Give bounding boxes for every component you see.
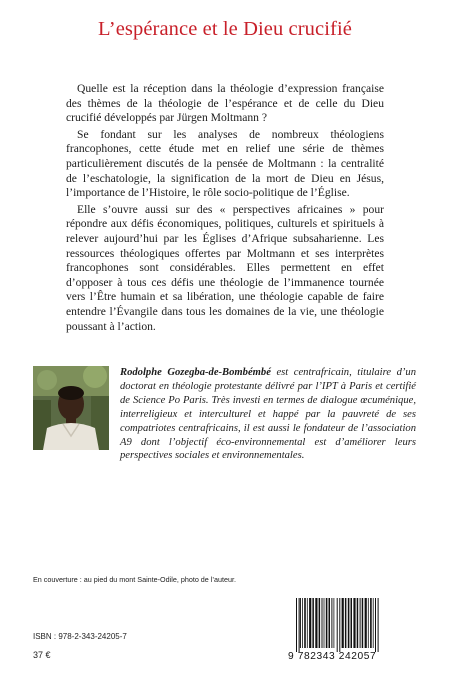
barcode-bar xyxy=(315,598,317,648)
barcode-bar xyxy=(329,598,331,648)
author-name: Rodolphe Gozegba-de-Bombémbé xyxy=(120,367,271,378)
author-bio xyxy=(120,366,416,463)
barcode-bar xyxy=(351,598,353,648)
barcode-bar xyxy=(304,598,306,648)
book-title: L’espérance et le Dieu crucifié xyxy=(98,18,352,40)
summary-paragraph: Elle s’ouvre aussi sur des « perspectives africaines » pour répondre aux défis économiques, politiques, culturels et spirituels à relever aujourd’hui par les Églises d’Afrique subsaharienne. Les ressources théologiques offertes par Moltmann et ses interprètes francophones sont considérables. Elles permettent en effet d’opposer à tous ces défis une théologie de l’immanence tournée vers l’Être humain et sa libération, une théologie capable de faire entendre l’Évangile dans tous les domaines de la vie, une théologie poussant à l’action. xyxy=(66,202,384,333)
back-cover-summary xyxy=(66,82,384,336)
barcode-bar xyxy=(370,598,372,648)
price: 37 € xyxy=(33,650,51,660)
author-photo xyxy=(33,366,109,450)
barcode-bar xyxy=(348,598,350,648)
barcode-bar xyxy=(324,598,325,648)
barcode-bar xyxy=(309,598,311,648)
barcode-bar xyxy=(373,598,374,648)
barcode-bar xyxy=(353,598,355,648)
summary-paragraph: Se fondant sur les analyses de nombreux théologiens francophones, cette étude met en relief une série de thèmes particulièrement discutés de la pensée de Moltmann : la centralité de l’eschatologie, la signification de la mort de Dieu en Jésus, l’importance de l’Histoire, le rôle socio-politique de l’Église. xyxy=(66,127,384,200)
barcode-bar xyxy=(322,598,323,648)
barcode-bar xyxy=(326,598,328,648)
barcode xyxy=(288,596,412,668)
barcode-bar xyxy=(378,598,379,652)
barcode-bar xyxy=(345,598,347,648)
barcode-bar xyxy=(319,598,321,648)
barcode-bar xyxy=(334,598,335,648)
barcode-bar xyxy=(331,598,332,648)
barcode-bars xyxy=(288,596,412,652)
cover-credit: En couverture : au pied du mont Sainte-Odile, photo de l’auteur. xyxy=(33,575,236,584)
author-photo-illustration xyxy=(33,366,109,450)
barcode-bar xyxy=(362,598,364,648)
barcode-bar xyxy=(357,598,359,648)
barcode-bar xyxy=(299,598,300,652)
author-bio-text: est centrafricain, titulaire d’un doctorat en théologie protestante délivré par l’IPT à Paris et certifié de Science Po Paris. Très investi en termes de dialogue œcuménique, interreligieux et interculturel et happé par la pauvreté de ses compatriotes centrafricains, il est aussi le fondateur de l’association A9 dont l’objectif éco-environnemental est d’améliorer leurs perspectives sociales et environnementales. xyxy=(120,367,417,462)
barcode-digits: 9 782343 242057 xyxy=(288,651,377,662)
author-section xyxy=(0,366,450,536)
barcode-bar xyxy=(307,598,308,648)
summary-paragraph: Quelle est la réception dans la théologie d’expression française des thèmes de la théologie de l’espérance et de celle du Dieu crucifié développés par Jürgen Moltmann ? xyxy=(66,82,384,125)
barcode-bar xyxy=(337,598,338,652)
barcode-bar xyxy=(365,598,367,648)
barcode-bar xyxy=(302,598,303,648)
barcode-bar xyxy=(296,598,297,652)
isbn: ISBN : 978-2-343-24205-7 xyxy=(33,632,127,641)
barcode-bar xyxy=(312,598,314,648)
barcode-bar xyxy=(375,598,376,652)
barcode-bar xyxy=(339,598,340,652)
barcode-bar xyxy=(368,598,369,648)
barcode-bar xyxy=(360,598,361,648)
barcode-bar xyxy=(300,598,301,648)
barcode-bar xyxy=(342,598,344,648)
